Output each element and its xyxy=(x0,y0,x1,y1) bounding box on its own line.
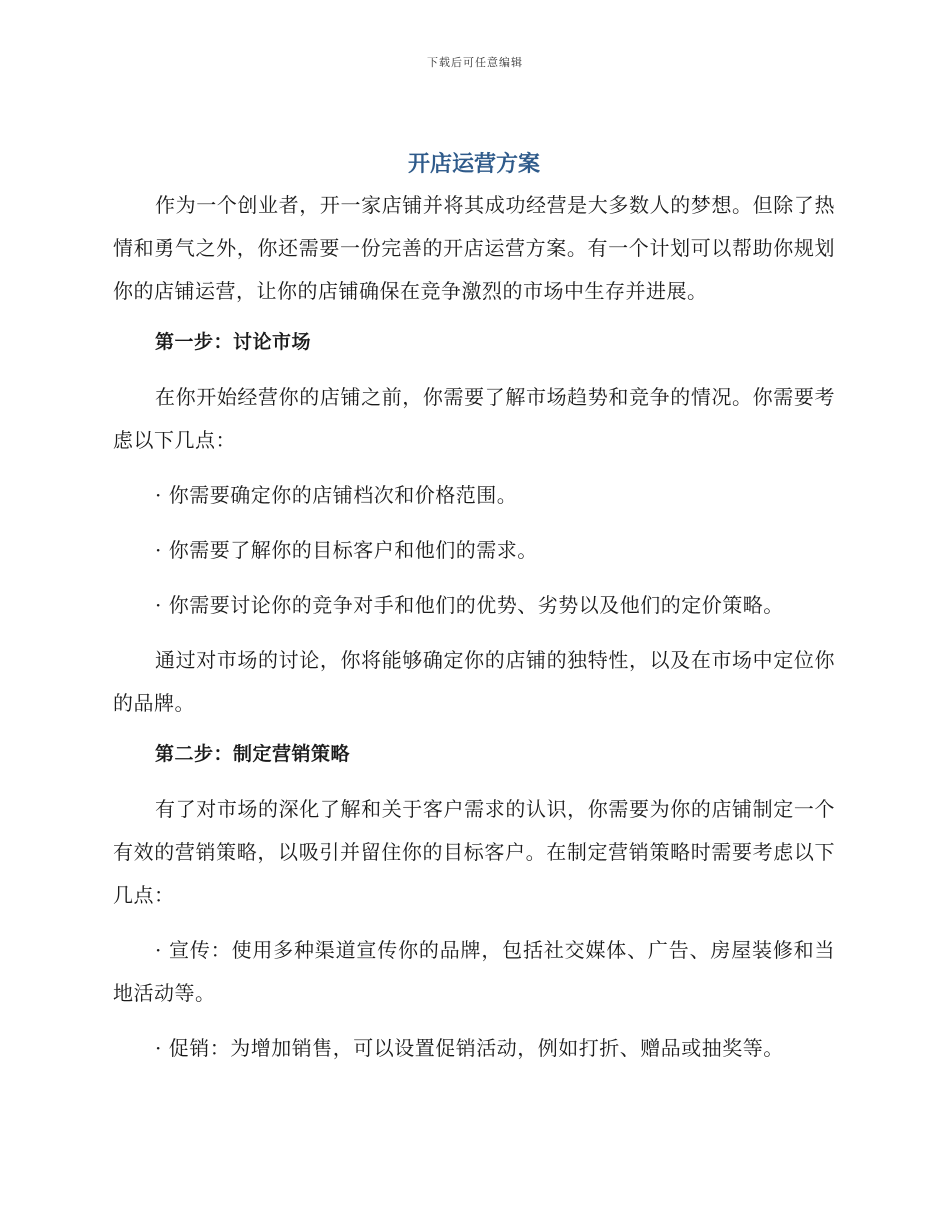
step1-heading: 第一步：讨论市场 xyxy=(155,331,312,353)
document-title: 开店运营方案 xyxy=(407,152,540,177)
step2-paragraph: 有了对市场的深化了解和关于客户需求的认识，你需要为你的店铺制定一个有效的营销策略，以吸引并留住你的目标客户。在制定营销策略时需要考虑以下几点： xyxy=(113,797,835,907)
intro-paragraph: 作为一个创业者，开一家店铺并将其成功经营是大多数人的梦想。但除了热情和勇气之外，你还需要一份完善的开店运营方案。有一个计划可以帮助你规划你的店铺运营，让你的店铺确保在竞争激烈的市场中生存并进展。 xyxy=(113,193,835,303)
step1-bullet-2: · 你需要了解你的目标客户和他们的需求。 xyxy=(155,538,538,562)
document-body xyxy=(113,146,835,1070)
step2-bullet-1: · 宣传：使用多种渠道宣传你的品牌，包括社交媒体、广告、房屋装修和当地活动等。 xyxy=(113,938,835,1005)
step1-bullet-3: · 你需要讨论你的竞争对手和他们的优势、劣势以及他们的定价策略。 xyxy=(155,593,784,617)
step1-bullet-1: · 你需要确定你的店铺档次和价格范围。 xyxy=(155,483,518,507)
step1-conclusion: 通过对市场的讨论，你将能够确定你的店铺的独特性，以及在市场中定位你的品牌。 xyxy=(113,648,835,715)
step2-heading: 第二步：制定营销策略 xyxy=(155,743,351,765)
step1-paragraph: 在你开始经营你的店铺之前，你需要了解市场趋势和竞争的情况。你需要考虑以下几点： xyxy=(113,385,835,452)
page-header: 下载后可任意编辑 xyxy=(427,56,523,69)
step2-bullet-2: · 促销：为增加销售，可以设置促销活动，例如打折、赠品或抽奖等。 xyxy=(155,1036,784,1060)
